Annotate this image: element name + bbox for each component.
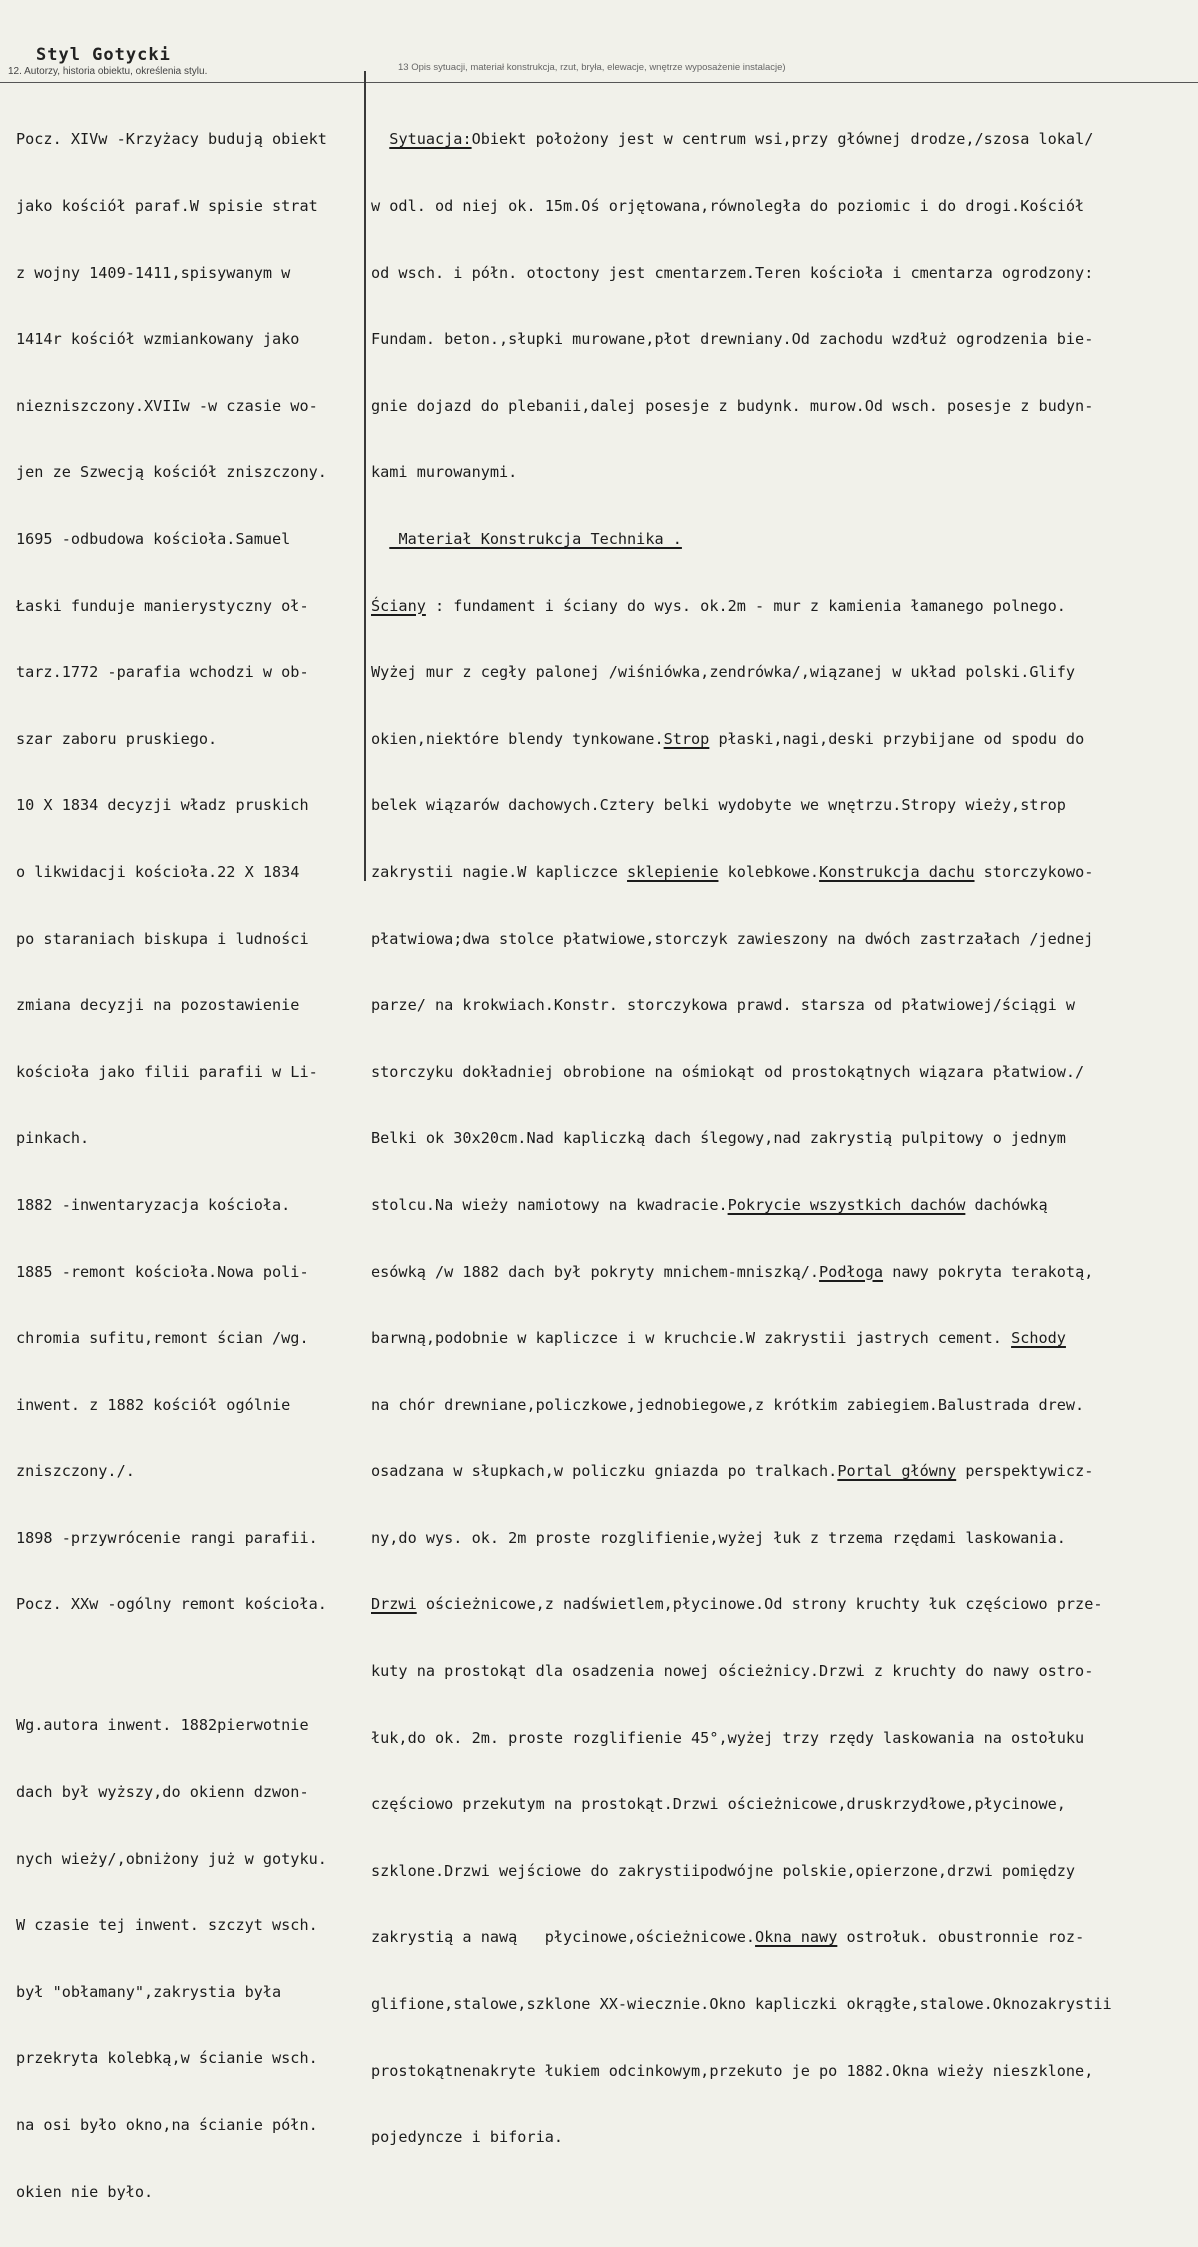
- situation-line: kami murowanymi.: [371, 463, 518, 482]
- description-line: prostokątnenakryte łukiem odcinkowym,przekuto je po 1882.Okna wieży nieszklone,: [371, 2061, 1094, 2080]
- text-run: esówką /w 1882 dach był pokryty mnichem-mniszką/.: [371, 1262, 820, 1281]
- walls-heading: Ściany: [371, 596, 426, 615]
- main-portal-heading: Portal główny: [837, 1462, 957, 1481]
- note-line: Wg.autora inwent. 1882pierwotnie: [16, 1716, 309, 1735]
- description-line: [371, 1194, 1112, 1216]
- floor-heading: Podłoga: [819, 1262, 884, 1281]
- text-run: osadzana w słupkach,w policzku gniazda po tralkach.: [371, 1462, 838, 1481]
- paragraph-gap: [16, 1660, 327, 1670]
- text-run: storczykowo-: [974, 862, 1094, 881]
- history-line: szar zaboru pruskiego.: [16, 729, 218, 748]
- description-line: pojedyncze i biforia.: [371, 2128, 564, 2147]
- description-line: na chór drewniane,policzkowe,jednobiegowe,z krótkim zabiegiem.Balustrada drew.: [371, 1395, 1085, 1414]
- style-title: Styl Gotycki: [36, 45, 171, 65]
- history-line: tarz.1772 -parafia wchodzi w ob-: [16, 663, 309, 682]
- note-line: nych wieży/,obniżony już w gotyku.: [16, 1849, 327, 1868]
- history-line: Łaski funduje manierystyczny oł-: [16, 596, 309, 615]
- history-line: zniszczony./.: [16, 1462, 135, 1481]
- description-line: [371, 1261, 1112, 1283]
- situation-line: Fundam. beton.,słupki murowane,płot drewniany.Od zachodu wzdłuż ogrodzenia bie-: [371, 330, 1094, 349]
- walls-text: : fundament i ściany do wys. ok.2m - mur z kamienia łamanego polnego.: [425, 596, 1066, 615]
- history-line: Pocz. XIVw -Krzyżacy budują obiekt: [16, 130, 327, 149]
- history-line: pinkach.: [16, 1129, 90, 1148]
- description-line: szklone.Drzwi wejściowe do zakrystiipodwójne polskie,opierzone,drzwi pomiędzy: [371, 1861, 1076, 1880]
- history-line: po staraniach biskupa i ludności: [16, 929, 309, 948]
- description-line: storczyku dokładniej obrobione na ośmiokąt od prostokątnych wiązara płatwiow./: [371, 1062, 1085, 1081]
- description-column: [371, 84, 1112, 2193]
- text-run: ostrołuk. obustronnie roz-: [837, 1928, 1085, 1947]
- situation-line: [371, 128, 1112, 150]
- description-line: łuk,do ok. 2m. proste rozglifienie 45°,wyżej trzy rzędy laskowania na ostołuku: [371, 1728, 1085, 1747]
- description-line: [371, 1460, 1112, 1482]
- history-line: 1882 -inwentaryzacja kościoła.: [16, 1195, 291, 1214]
- walls-line: [371, 595, 1112, 617]
- text-run: okien,niektóre blendy tynkowane.: [371, 729, 664, 748]
- doors-heading: Drzwi: [371, 1595, 417, 1614]
- header-divider: [0, 82, 1198, 83]
- note-line: przekryta kolebką,w ścianie wsch.: [16, 2049, 318, 2068]
- right-section-label: 13 Opis sytuacji, materiał konstrukcja, rzut, bryła, elewacje, wnętrze wyposażenie instalacje): [398, 62, 786, 73]
- history-line: Pocz. XXw -ogólny remont kościoła.: [16, 1595, 327, 1614]
- history-line: niezniszczony.XVIIw -w czasie wo-: [16, 396, 318, 415]
- note-line: okien nie było.: [16, 2182, 154, 2201]
- history-line: 1695 -odbudowa kościoła.Samuel: [16, 529, 291, 548]
- description-line: płatwiowa;dwa stolce płatwiowe,storczyk zawieszony na dwóch zastrzałach /jednej: [371, 929, 1094, 948]
- text-run: ościeżnicowe,z nadświetlem,płycinowe.Od strony kruchty łuk częściowo prze-: [416, 1595, 1103, 1614]
- description-line: [371, 1926, 1112, 1948]
- history-line: kościoła jako filii parafii w Li-: [16, 1062, 318, 1081]
- note-line: dach był wyższy,do okienn dzwon-: [16, 1783, 309, 1802]
- text-run: zakrystii nagie.W kapliczce: [371, 862, 628, 881]
- history-line: o likwidacji kościoła.22 X 1834: [16, 862, 300, 881]
- roof-construction-heading: Konstrukcja dachu: [819, 862, 975, 881]
- material-heading: Materiał Konstrukcja Technika .: [389, 529, 682, 548]
- history-line: inwent. z 1882 kościół ogólnie: [16, 1395, 291, 1414]
- left-section-label: 12. Autorzy, historia obiektu, określenia stylu.: [8, 66, 208, 77]
- situation-heading: Sytuacja:: [389, 130, 472, 149]
- description-line: parze/ na krokwiach.Konstr. storczykowa prawd. starsza od płatwiowej/ściągi w: [371, 996, 1076, 1015]
- roofing-heading: Pokrycie wszystkich dachów: [727, 1195, 966, 1214]
- situation-text: Obiekt położony jest w centrum wsi,przy głównej drodze,/szosa lokal/: [471, 130, 1094, 149]
- text-run: barwną,podobnie w kapliczce i w kruchcie.W zakrystii jastrych cement.: [371, 1329, 1012, 1348]
- description-line: [371, 861, 1112, 883]
- text-run: płaski,nagi,deski przybijane od spodu do: [709, 729, 1085, 748]
- description-line: kuty na prostokąt dla osadzenia nowej ościeżnicy.Drzwi z kruchty do nawy ostro-: [371, 1662, 1094, 1681]
- history-line: jako kościół paraf.W spisie strat: [16, 197, 318, 215]
- text-run: zakrystią a nawą płycinowe,ościeżnicowe.: [371, 1928, 756, 1947]
- description-line: częściowo przekutym na prostokąt.Drzwi ościeżnicowe,druskrzydłowe,płycinowe,: [371, 1795, 1066, 1814]
- text-run: perspektywicz-: [956, 1462, 1094, 1481]
- history-line: z wojny 1409-1411,spisywanym w: [16, 263, 291, 282]
- situation-line: gnie dojazd do plebanii,dalej posesje z budynk. murow.Od wsch. posesje z budyn-: [371, 396, 1094, 415]
- text-run: nawy pokryta terakotą,: [883, 1262, 1094, 1281]
- description-line: [371, 1327, 1112, 1349]
- description-line: [371, 728, 1112, 750]
- note-line: był "obłamany",zakrystia była: [16, 1982, 282, 2001]
- situation-line: w odl. od niej ok. 15m.Oś orjętowana,równoległa do poziomic i do drogi.Kościół: [371, 197, 1085, 215]
- history-line: 1414r kościół wzmiankowany jako: [16, 330, 300, 349]
- text-run: kolebkowe.: [718, 862, 820, 881]
- text-run: dachówką: [965, 1195, 1048, 1214]
- description-line: glifione,stalowe,szklone XX-wiecznie.Okno kapliczki okrągłe,stalowe.Oknozakrystii: [371, 1995, 1112, 2014]
- description-line: belek wiązarów dachowych.Cztery belki wydobyte we wnętrzu.Stropy wieży,strop: [371, 796, 1066, 815]
- column-divider: [364, 71, 366, 881]
- stairs-heading: Schody: [1011, 1329, 1066, 1348]
- history-line: zmiana decyzji na pozostawienie: [16, 996, 300, 1015]
- description-line: Belki ok 30x20cm.Nad kapliczką dach ślegowy,nad zakrystią pulpitowy o jednym: [371, 1129, 1066, 1148]
- strop-heading: Strop: [663, 729, 710, 748]
- text-run: stolcu.Na wieży namiotowy na kwadracie.: [371, 1195, 728, 1214]
- note-line: W czasie tej inwent. szczyt wsch.: [16, 1916, 318, 1935]
- nave-windows-heading: Okna nawy: [755, 1928, 838, 1947]
- history-line: 1885 -remont kościoła.Nowa poli-: [16, 1262, 309, 1281]
- description-line: ny,do wys. ok. 2m proste rozglifienie,wyżej łuk z trzema rzędami laskowania.: [371, 1528, 1066, 1547]
- sklepienie-heading: sklepienie: [627, 862, 719, 881]
- history-line: 10 X 1834 decyzji władz pruskich: [16, 796, 309, 815]
- description-line: [371, 1593, 1112, 1615]
- description-line: Wyżej mur z cegły palonej /wiśniówka,zendrówka/,wiązanej w układ polski.Glify: [371, 663, 1076, 682]
- history-line: 1898 -przywrócenie rangi parafii.: [16, 1528, 318, 1547]
- history-line: jen ze Szwecją kościół zniszczony.: [16, 463, 327, 482]
- history-column: [16, 84, 327, 2247]
- material-heading-line: [371, 528, 1112, 550]
- note-line: na osi było okno,na ścianie półn.: [16, 2116, 318, 2135]
- history-line: chromia sufitu,remont ścian /wg.: [16, 1329, 309, 1348]
- situation-line: od wsch. i półn. otoctony jest cmentarzem.Teren kościoła i cmentarza ogrodzony:: [371, 263, 1094, 282]
